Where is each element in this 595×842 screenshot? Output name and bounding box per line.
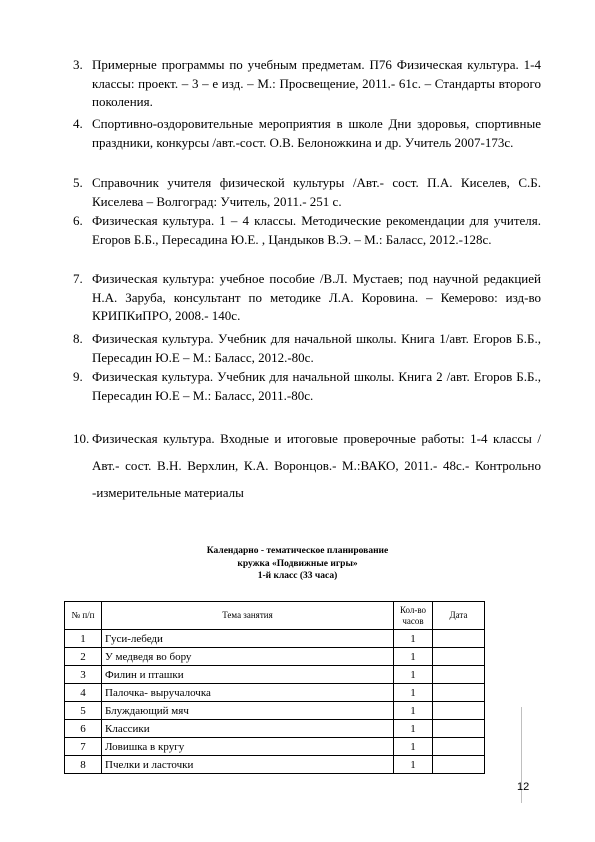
row-topic: Пчелки и ласточки	[102, 756, 394, 774]
reference-item-4	[73, 115, 541, 152]
reference-number: 10.	[73, 431, 90, 446]
reference-number: 9.	[73, 369, 83, 384]
row-num: 5	[65, 702, 102, 720]
row-hours: 1	[394, 684, 433, 702]
reference-number: 7.	[73, 271, 83, 286]
reference-number: 4.	[73, 116, 83, 131]
reference-item-3	[73, 56, 541, 112]
table-header-row	[65, 602, 485, 630]
table-row	[65, 702, 485, 720]
table-row	[65, 738, 485, 756]
row-hours: 1	[394, 630, 433, 648]
row-hours: 1	[394, 666, 433, 684]
row-date	[433, 702, 485, 720]
row-num: 8	[65, 756, 102, 774]
table-row	[65, 666, 485, 684]
row-num: 7	[65, 738, 102, 756]
row-date	[433, 666, 485, 684]
reference-number: 6.	[73, 213, 83, 228]
row-topic: Филин и пташки	[102, 666, 394, 684]
row-hours: 1	[394, 738, 433, 756]
row-num: 1	[65, 630, 102, 648]
row-date	[433, 630, 485, 648]
header-date: Дата	[433, 602, 485, 630]
reference-number: 5.	[73, 175, 83, 190]
row-hours: 1	[394, 648, 433, 666]
row-topic: Блуждающий мяч	[102, 702, 394, 720]
reference-item-5	[73, 174, 541, 211]
row-num: 2	[65, 648, 102, 666]
row-num: 3	[65, 666, 102, 684]
reference-number: 3.	[73, 57, 83, 72]
reference-text: Физическая культура. Учебник для начальной школы. Книга 1/авт. Егоров Б.Б., Пересадин Ю.Е – М.: Баласс, 2012.-80с.	[92, 331, 541, 365]
page-number: 12	[517, 781, 530, 793]
row-topic: Классики	[102, 720, 394, 738]
reference-text: Физическая культура. Учебник для начальной школы. Книга 2 /авт. Егоров Б.Б., Пересадин Ю.Е – М.: Баласс, 2011.-80с.	[92, 369, 541, 403]
reference-text: Физическая культура. Входные и итоговые проверочные работы: 1-4 классы / Авт.- сост. В.Н. Верхлин, К.А. Воронцов.- М.:ВАКО, 2011.- 48с.- Контрольно -измерительные материалы	[92, 431, 541, 500]
row-topic: Гуси-лебеди	[102, 630, 394, 648]
reference-item-7	[73, 270, 541, 326]
row-date	[433, 720, 485, 738]
reference-text: Спортивно-оздоровительные мероприятия в школе Дни здоровья, спортивные праздники, конкурсы /авт.-сост. О.В. Белоножкина и др. Учитель 2007-173с.	[92, 116, 541, 150]
reference-item-9	[73, 368, 541, 405]
row-hours: 1	[394, 702, 433, 720]
row-date	[433, 648, 485, 666]
reference-text: Справочник учителя физической культуры /Авт.- сост. П.А. Киселев, С.Б. Киселева – Волгоград: Учитель, 2011.- 251 с.	[92, 175, 541, 209]
row-date	[433, 738, 485, 756]
table-row	[65, 756, 485, 774]
row-num: 4	[65, 684, 102, 702]
row-num: 6	[65, 720, 102, 738]
plan-title	[0, 545, 595, 583]
plan-title-line-2: кружка «Подвижные игры»	[237, 558, 358, 569]
lesson-plan-table	[64, 601, 485, 774]
reference-number: 8.	[73, 331, 83, 346]
header-num: № п/п	[65, 602, 102, 630]
reference-text: Примерные программы по учебным предметам. П76 Физическая культура. 1-4 классы: проект. – 3 – е изд. – М.: Просвещение, 2011.- 61с. – Стандарты второго поколения.	[92, 57, 541, 109]
reference-item-8	[73, 330, 541, 367]
row-hours: 1	[394, 756, 433, 774]
table-row	[65, 684, 485, 702]
table-row	[65, 720, 485, 738]
table-row	[65, 630, 485, 648]
reference-item-10	[73, 425, 541, 506]
row-hours: 1	[394, 720, 433, 738]
plan-title-line-3: 1-й класс (33 часа)	[257, 571, 338, 581]
plan-title-line-1: Календарно - тематическое планирование	[206, 546, 389, 556]
row-topic: У медведя во бору	[102, 648, 394, 666]
reference-text: Физическая культура: учебное пособие /В.Л. Мустаев; под научной редакцией Н.А. Заруба, консультант по методике Л.А. Коровина. – Кемерово: изд-во КРИПКиПРО, 2008.- 140с.	[92, 271, 541, 323]
reference-text: Физическая культура. 1 – 4 классы. Методические рекомендации для учителя. Егоров Б.Б., Пересадина Ю.Е. , Цандыков В.Э. – М.: Баласс, 2012.-128с.	[92, 213, 541, 247]
table-row	[65, 648, 485, 666]
row-topic: Палочка- выручалочка	[102, 684, 394, 702]
row-date	[433, 684, 485, 702]
header-hours: Кол-во часов	[394, 602, 433, 630]
reference-item-6	[73, 212, 541, 249]
row-date	[433, 756, 485, 774]
header-topic: Тема занятия	[102, 602, 394, 630]
row-topic: Ловишка в кругу	[102, 738, 394, 756]
